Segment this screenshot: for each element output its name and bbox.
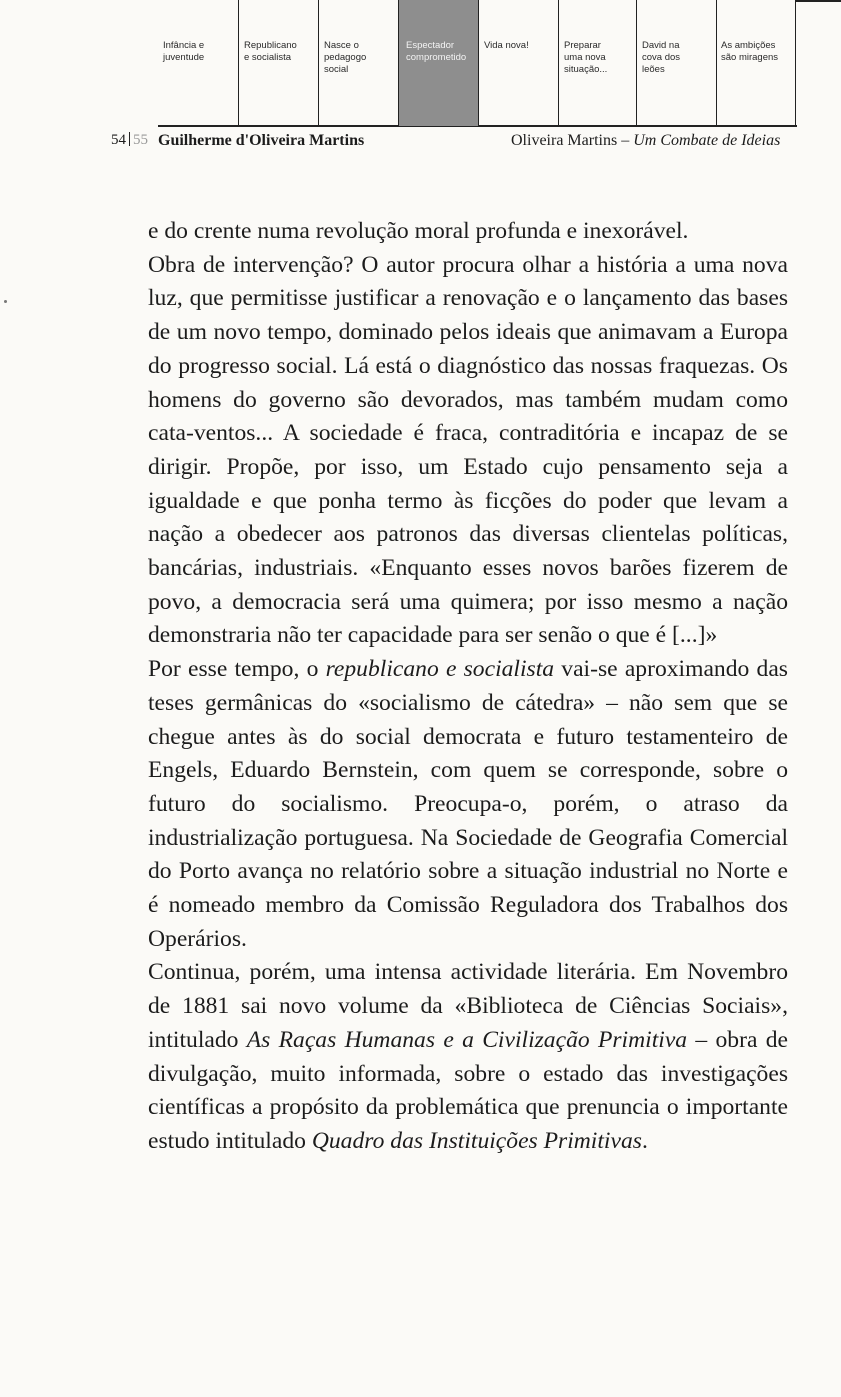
paragraph — [148, 956, 788, 1158]
book-title — [511, 132, 780, 150]
chapter-tab-david[interactable]: David na cova dos leões — [642, 40, 681, 75]
chapter-tab-infancia[interactable]: Infância e juventude — [163, 40, 205, 63]
nav-divider — [795, 0, 796, 126]
nav-divider — [318, 0, 319, 126]
paragraph: e do crente numa revolução moral profunda e inexorável. — [148, 218, 689, 244]
chapter-label: Espectador comprometido — [406, 40, 467, 63]
chapter-tab-active[interactable] — [398, 0, 478, 126]
paragraph: Obra de intervenção? O autor procura olhar a história a uma nova luz, que permitisse justificar a renovação e o lançamento das bases de um novo tempo, dominado pelos ideais que animavam a Europa do progresso social. Lá está o diagnóstico das nossas fraquezas. Os homens do governo são devorados, mas também mudam como cata-ventos... A sociedade é fraca, contraditória e incapaz de se dirigir. Propõe, por isso, um Estado cujo pensamento seja a igualdade e que ponha termo às ficções do poder que levam a nação a obedecer aos patronos das diversas clientelas políticas, bancárias, industriais. «Enquanto esses novos barões fizerem de povo, a democracia será uma quimera; por isso mesmo a nação demonstraria não ter capacidade para ser senão o que é [...]» — [148, 251, 788, 649]
italic-run: Quadro das Instituições Primitivas — [311, 1127, 642, 1154]
nav-divider — [716, 0, 717, 126]
chapter-tab-republicano[interactable]: Republicano e socialista — [244, 40, 297, 63]
page-number-right: 55 — [133, 132, 148, 148]
running-header — [0, 132, 841, 156]
book-title-prefix: Oliveira Martins – — [511, 132, 634, 149]
nav-divider — [398, 0, 399, 126]
text-run: . — [641, 1127, 648, 1154]
author-name: Guilherme d'Oliveira Martins — [158, 132, 365, 149]
page-number-left: 54 — [111, 132, 126, 148]
text-run: – obra de divulgação, muito informada, sobre o estado das investigações científicas a propósito da problemática que prenuncia o importante estudo intitulado — [148, 1026, 788, 1154]
italic-run: As Raças Humanas e a Civilização Primitiva — [246, 1026, 688, 1053]
book-title-italic: Um Combate de Ideias — [633, 132, 781, 149]
chapter-tab-vida-nova[interactable]: Vida nova! — [484, 40, 529, 51]
margin-mark — [4, 300, 7, 303]
page-number-separator — [129, 132, 130, 146]
italic-run: republicano e socialista — [325, 656, 555, 683]
nav-divider — [558, 0, 559, 126]
nav-divider — [238, 0, 239, 126]
page-numbers — [111, 132, 148, 149]
paragraph — [148, 653, 788, 956]
chapter-tab-preparar[interactable]: Preparar uma nova situação... — [564, 40, 608, 75]
chapter-tab-pedagogo[interactable]: Nasce o pedagogo social — [324, 40, 367, 75]
chapter-tab-ambicoes[interactable]: As ambições são miragens — [721, 40, 779, 63]
body-text — [148, 215, 788, 1159]
nav-divider — [478, 0, 479, 126]
nav-top-line — [795, 0, 841, 2]
text-run: Continua, porém, uma intensa actividade literária. Em Novembro de 1881 sai novo volume da «Biblioteca de Ciências Sociais», intitulado — [148, 959, 788, 1053]
text-run: vai-se aproximando das teses germânicas do «socialismo de cátedra» – não sem que se chegue antes às do social democrata e futuro testamenteiro de Engels, Eduardo Bernstein, com quem se corresponde, sobre o futuro do socialismo. Preocupa-o, porém, o atraso da industrialização portuguesa. Na Sociedade de Geografia Comercial do Porto avança no relatório sobre a situação industrial no Norte e é nomeado membro da Comissão Reguladora dos Trabalhos dos Operários. — [148, 656, 788, 952]
text-run: Por esse tempo, o — [148, 656, 326, 683]
